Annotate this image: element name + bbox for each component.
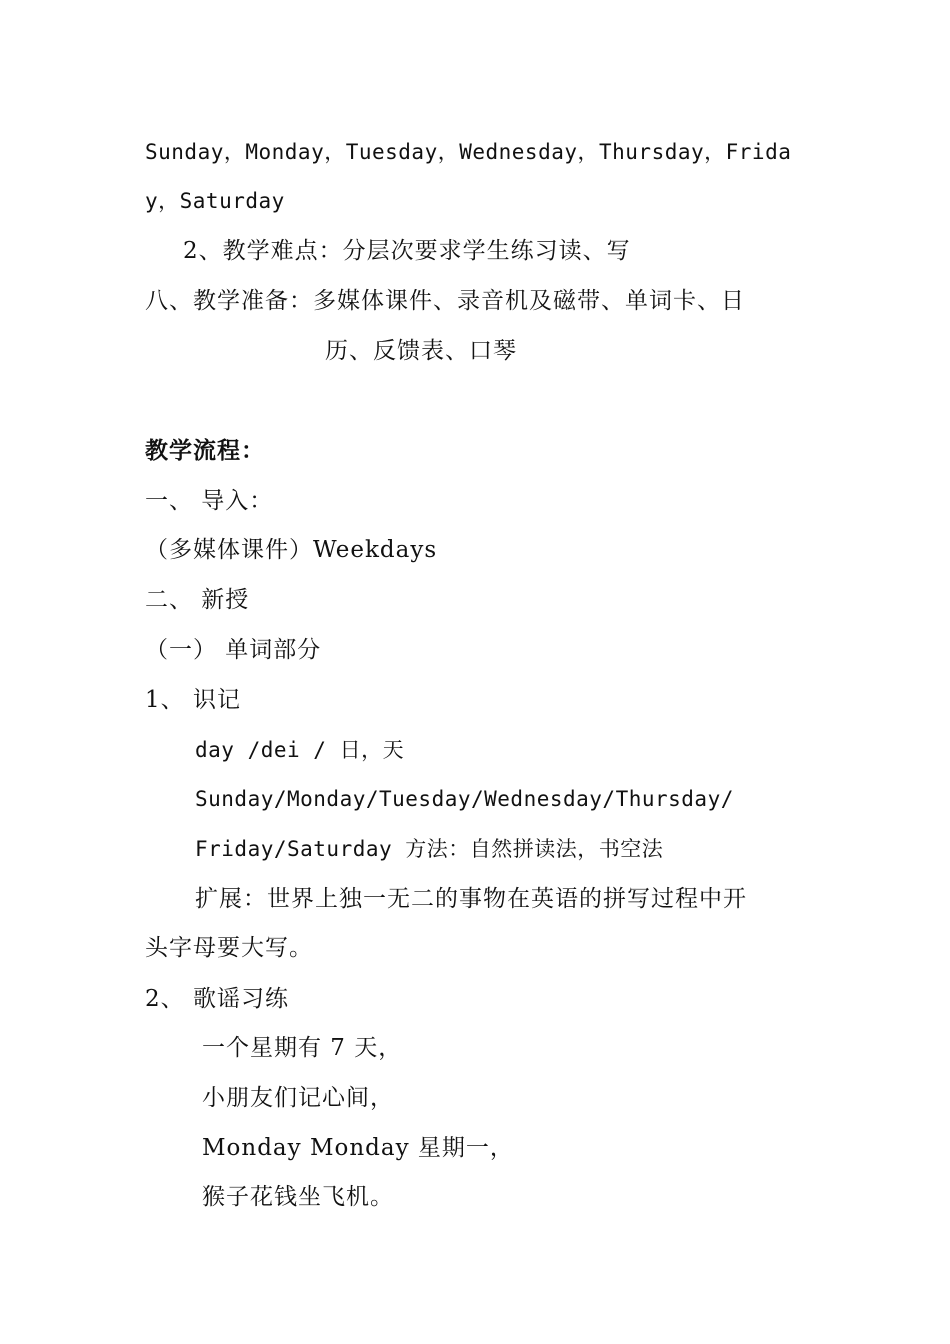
teaching-preparation-line-1: 八、教学准备：多媒体课件、录音机及磁带、单词卡、日 (145, 288, 745, 314)
chant-line-1: 一个星期有 7 天， (202, 1035, 403, 1061)
word-day: day /dei / 日，天 (195, 738, 405, 762)
teaching-difficulty: 2、教学难点：分层次要求学生练习读、写 (183, 238, 631, 264)
step-introduction-content: （多媒体课件）Weekdays (145, 537, 438, 563)
item-memorize: 1、 识记 (145, 687, 241, 713)
weekdays-line-1: Sunday，Monday，Tuesday，Wednesday，Thursday，Frida (145, 140, 792, 164)
days-list-line-2: Friday/Saturday 方法：自然拼读法，书空法 (195, 837, 664, 861)
step-introduction: 一、 导入： (145, 488, 274, 514)
teaching-preparation-line-2: 历、反馈表、口琴 (325, 338, 517, 364)
chant-line-2: 小朋友们记心间， (202, 1085, 394, 1111)
extension-line-2: 头字母要大写。 (145, 935, 313, 961)
extension-line-1: 扩展：世界上独一无二的事物在英语的拼写过程中开 (195, 886, 747, 912)
process-heading: 教学流程： (145, 437, 265, 464)
chant-line-3: Monday Monday 星期一， (202, 1135, 514, 1161)
part-vocabulary: （一） 单词部分 (145, 637, 322, 663)
chant-line-4: 猴子花钱坐飞机。 (202, 1184, 394, 1210)
weekdays-line-2: y，Saturday (145, 189, 285, 213)
step-new-lesson: 二、 新授 (145, 587, 250, 613)
days-list-line-1: Sunday/Monday/Tuesday/Wednesday/Thursday/ (195, 787, 734, 811)
item-chant: 2、 歌谣习练 (145, 986, 289, 1012)
